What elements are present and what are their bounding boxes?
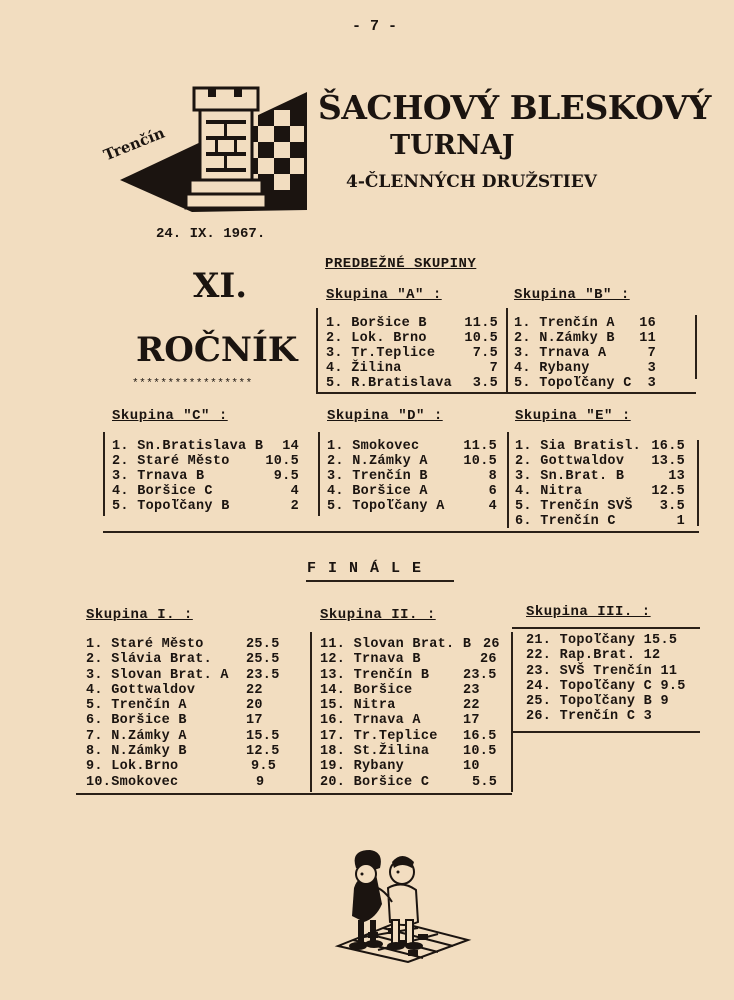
table-row: 2. N.Zámky B 11 — [514, 331, 656, 346]
group-d-header: Skupina "D" : — [327, 408, 443, 424]
table-row: 6. Boršice B 17 — [86, 713, 263, 729]
table-row: 22. Rap.Brat. 12 — [526, 648, 661, 664]
chess-players-icon — [318, 848, 478, 963]
prelim-bottom-rule — [103, 531, 699, 533]
prelim-top-rule — [316, 392, 696, 394]
table-row: 16. Trnava A 17 — [320, 713, 480, 729]
group-b-border-right — [695, 315, 697, 379]
table-row: 19. Rybany 10 — [320, 759, 480, 775]
table-row: 23. SVŠ Trenčín 11 — [526, 663, 678, 679]
prelim-title: PREDBEŽNÉ SKUPINY — [325, 256, 477, 272]
table-row: 21. Topoľčany 15.5 — [526, 633, 678, 648]
table-row: 3. Trnava A 7 — [514, 346, 656, 361]
table-row: 5. Topoľčany C 3 — [514, 376, 656, 391]
group-e-border-left — [507, 432, 509, 528]
table-row: 4. Žilina 7 — [326, 361, 498, 376]
final-group-3-header: Skupina III. : — [526, 604, 651, 620]
table-row: 12. Trnava B 26 — [320, 652, 497, 668]
table-row: 26. Trenčín C 3 — [526, 709, 653, 725]
final-title: FINÁLE — [307, 560, 434, 577]
table-row: 2. Gottwaldov 13.5 — [515, 454, 685, 469]
stars-divider: ***************** — [132, 378, 253, 390]
table-row: 1. Sn.Bratislava B 14 — [112, 439, 299, 454]
group-c-table — [112, 439, 299, 514]
edition-number: XI. — [193, 266, 248, 306]
group-b-header: Skupina "B" : — [514, 287, 630, 303]
logo-city: Trenčín — [100, 123, 168, 165]
table-row: 3. Slovan Brat. A 23.5 — [86, 667, 280, 683]
table-row: 1. Staré Město 25.5 — [86, 637, 280, 652]
table-row: 5. Trenčín A 20 — [86, 698, 263, 714]
group-d-border-left — [318, 432, 320, 516]
group-b-border-left — [506, 308, 508, 392]
table-row: 5. Topoľčany B 2 — [112, 499, 299, 514]
final-divider-2 — [511, 632, 513, 792]
final-group-3-top-rule — [512, 627, 700, 629]
table-row: 2. Lok. Brno 10.5 — [326, 331, 498, 346]
final-group-3-table — [526, 633, 696, 725]
table-row: 14. Boršice 23 — [320, 682, 480, 698]
group-a-border — [316, 308, 318, 392]
table-row: 5. Trenčín SVŠ 3.5 — [515, 499, 685, 514]
edition-label: ROČNÍK — [136, 330, 298, 370]
table-row: 7. N.Zámky A 15.5 — [86, 728, 280, 744]
final-group-1-header: Skupina I. : — [86, 607, 193, 623]
group-e-header: Skupina "E" : — [515, 408, 631, 424]
event-date: 24. IX. 1967. — [156, 226, 266, 242]
final-group-2-header: Skupina II. : — [320, 607, 436, 623]
table-row: 2. Staré Město 10.5 — [112, 454, 299, 469]
group-e-border-right — [697, 440, 699, 526]
final-divider-1 — [310, 632, 312, 792]
table-row: 4. Rybany 3 — [514, 361, 656, 376]
group-c-header: Skupina "C" : — [112, 408, 228, 424]
table-row: 9. Lok.Brno 9.5 — [86, 759, 277, 775]
table-row: 13. Trenčín B 23.5 — [320, 667, 497, 683]
table-row: 1. Smokovec 11.5 — [327, 439, 497, 454]
table-row: 4. Nitra 12.5 — [515, 484, 685, 499]
group-a-table — [326, 316, 498, 391]
table-row: 1. Trenčín A 16 — [514, 316, 656, 331]
table-row: 10.Smokovec 9 — [86, 774, 265, 790]
table-row: 15. Nitra 22 — [320, 698, 480, 714]
table-row: 11. Slovan Brat. B 26 — [320, 637, 500, 652]
table-row: 25. Topoľčany B 9 — [526, 694, 669, 710]
table-row: 4. Boršice C 4 — [112, 484, 299, 499]
table-row: 18. St.Žilina 10.5 — [320, 744, 497, 760]
table-row: 1. Boršice B 11.5 — [326, 316, 498, 331]
table-row: 3. Tr.Teplice 7.5 — [326, 346, 498, 361]
table-row: 5. R.Bratislava 3.5 — [326, 376, 498, 391]
group-b-table — [514, 316, 656, 391]
table-row: 3. Trnava B 9.5 — [112, 469, 299, 484]
final-title-rule — [306, 580, 454, 582]
group-d-table — [327, 439, 497, 514]
table-row: 2. N.Zámky A 10.5 — [327, 454, 497, 469]
table-row: 17. Tr.Teplice 16.5 — [320, 728, 497, 744]
table-row: 4. Boršice A 6 — [327, 484, 497, 499]
final-group-3-bottom-rule — [512, 731, 700, 733]
table-row: 6. Trenčín C 1 — [515, 514, 685, 529]
table-row: 24. Topoľčany C 9.5 — [526, 678, 686, 694]
table-row: 20. Boršice C 5.5 — [320, 774, 498, 790]
page-number: - 7 - — [352, 18, 398, 35]
group-e-table — [515, 439, 685, 529]
group-c-border — [103, 432, 105, 516]
table-row: 3. Sn.Brat. B 13 — [515, 469, 685, 484]
table-row: 5. Topoľčany A 4 — [327, 499, 497, 514]
final-group-2-table — [320, 637, 500, 790]
table-row: 1. Sia Bratisl. 16.5 — [515, 439, 685, 454]
table-row: 2. Slávia Brat. 25.5 — [86, 652, 280, 668]
table-row: 4. Gottwaldov 22 — [86, 682, 263, 698]
group-a-header: Skupina "A" : — [326, 287, 442, 303]
title-line1: ŠACHOVÝ BLESKOVÝ — [318, 88, 711, 127]
chess-players-illustration — [318, 848, 478, 963]
title-line3: 4-ČLENNÝCH DRUŽSTIEV — [346, 172, 597, 192]
table-row: 8. N.Zámky B 12.5 — [86, 744, 280, 760]
final-bottom-rule — [76, 793, 512, 795]
tournament-logo — [100, 80, 312, 215]
final-group-1-table — [86, 637, 284, 790]
title-line2: TURNAJ — [390, 130, 515, 161]
table-row: 3. Trenčín B 8 — [327, 469, 497, 484]
